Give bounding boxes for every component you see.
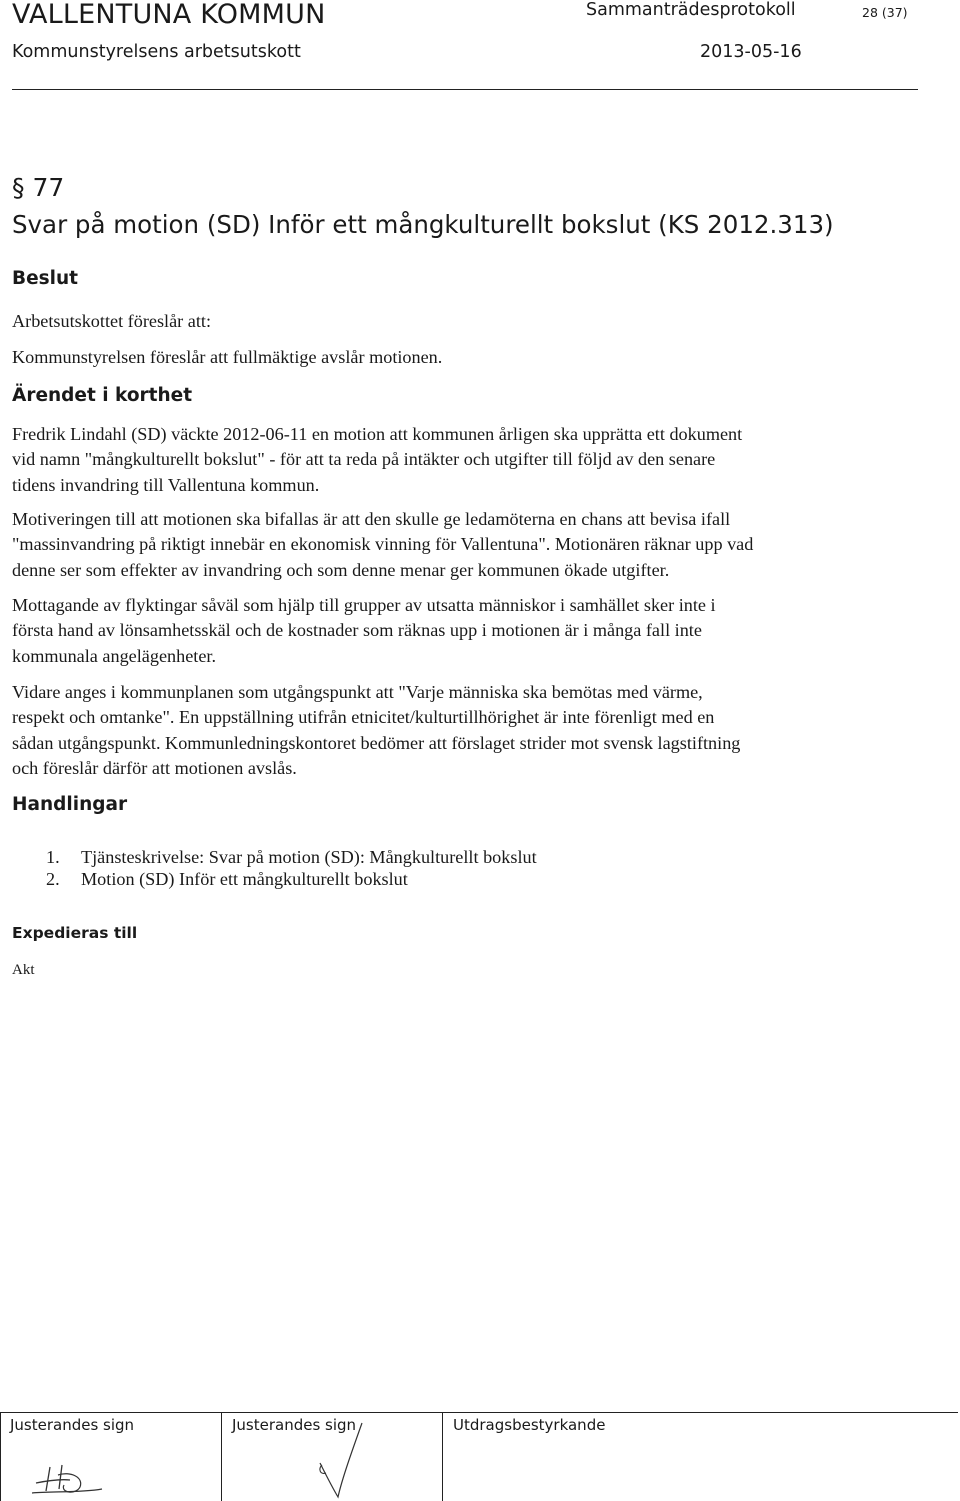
document-list <box>46 846 537 890</box>
text-line: respekt och omtanke". En uppställning utifrån etnicitet/kulturtillhörighet är inte förenligt med en <box>12 707 715 728</box>
text-line: Vidare anges i kommunplanen som utgångspunkt att "Varje människa ska bemötas med värme, <box>12 682 703 702</box>
arende-paragraph-2 <box>12 507 753 583</box>
sign-label-1: Justerandes sign <box>10 1416 135 1434</box>
arende-paragraph-4 <box>12 680 740 781</box>
list-item <box>46 868 537 890</box>
municipality-name: VALLENTUNA KOMMUN <box>12 0 326 30</box>
text-line: denne ser som effekter av invandring och som denne menar ger kommunen ökade utgifter. <box>12 559 670 580</box>
text-line: kommunala angelägenheter. <box>12 645 217 666</box>
table-border <box>221 1413 222 1501</box>
text-line: sådan utgångspunkt. Kommunledningskontoret bedömer att förslaget strider mot svensk lagstiftning <box>12 732 741 753</box>
list-item-number: 1. <box>46 847 60 867</box>
text-line: Motiveringen till att motionen ska bifallas är att den skulle ge ledamöterna en chans att bevisa ifall <box>12 509 731 529</box>
text-line: tidens invandring till Vallentuna kommun. <box>12 474 320 495</box>
handwritten-signature-1 <box>30 1455 110 1499</box>
table-border <box>0 1413 1 1501</box>
text-line: Fredrik Lindahl (SD) väckte 2012-06-11 en motion att kommunen årligen ska upprätta ett dokument <box>12 424 743 444</box>
handwritten-signature-2 <box>300 1417 380 1501</box>
list-item <box>46 846 537 868</box>
text-line: och föreslår därför att motionen avslås. <box>12 757 297 778</box>
list-item-number: 2. <box>46 869 60 889</box>
beslut-line: Kommunstyrelsen föreslår att fullmäktige avslår motionen. <box>12 347 443 367</box>
arende-paragraph-1 <box>12 422 742 498</box>
handlingar-heading: Handlingar <box>12 794 128 815</box>
beslut-line: Arbetsutskottet föreslår att: <box>12 311 211 331</box>
expedieras-heading: Expedieras till <box>12 924 138 942</box>
header-divider <box>12 89 918 90</box>
section-number: § 77 <box>12 173 65 202</box>
meeting-date: 2013-05-16 <box>700 42 802 62</box>
expedieras-value: Akt <box>12 962 35 978</box>
text-line: vid namn "mångkulturellt bokslut" - för att ta reda på intäkter och utgifter till följd av den senare <box>12 449 716 470</box>
sign-label-2: Justerandes sign <box>232 1416 357 1434</box>
arende-paragraph-3 <box>12 593 716 669</box>
section-title: Svar på motion (SD) Inför ett mångkulturellt bokslut (KS 2012.313) <box>12 210 834 239</box>
committee-name: Kommunstyrelsens arbetsutskott <box>12 42 301 62</box>
sign-label-3: Utdragsbestyrkande <box>453 1416 606 1434</box>
page-number: 28 (37) <box>862 5 908 20</box>
document-type: Sammanträdesprotokoll <box>586 0 796 20</box>
signature-table <box>0 1412 958 1501</box>
arende-heading: Ärendet i korthet <box>12 385 193 406</box>
list-item-text: Motion (SD) Inför ett mångkulturellt bokslut <box>81 869 408 889</box>
text-line: Mottagande av flyktingar såväl som hjälp till grupper av utsatta människor i samhället sker inte i <box>12 595 716 615</box>
list-item-text: Tjänsteskrivelse: Svar på motion (SD): Mångkulturellt bokslut <box>81 847 537 867</box>
table-border <box>442 1413 443 1501</box>
text-line: "massinvandring på riktigt innebär en ekonomisk vinning för Vallentuna". Motionären räknar upp vad <box>12 534 754 555</box>
beslut-heading: Beslut <box>12 268 79 289</box>
text-line: första hand av lönsamhetsskäl och de kostnader som räknas upp i motionen är i många fall inte <box>12 620 702 641</box>
